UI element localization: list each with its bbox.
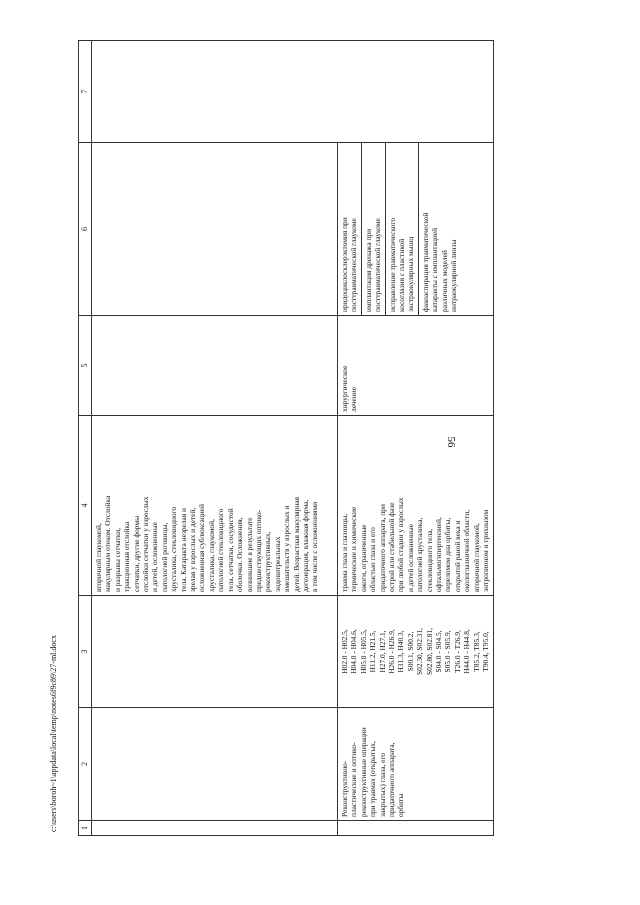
column-number-3: 3: [79, 596, 92, 708]
column-number-1: 1: [79, 821, 92, 836]
cell-number-trauma: [338, 821, 494, 836]
column-number-7: 7: [79, 41, 92, 143]
cell-codes-trauma: [338, 596, 494, 708]
column-number-4: 4: [79, 416, 92, 596]
method-item-1: иридоциклосклерэктомия при посттравматической глаукоме: [338, 143, 362, 315]
cell-name-trauma: [338, 708, 494, 821]
cell-number-empty: [92, 821, 338, 836]
footer-file-path: c:\users\boroh~1\appdata\local\temp\notes6f9c89\27-ml.docx: [49, 635, 58, 832]
procedures-table: [78, 40, 494, 836]
column-number-2: 2: [79, 708, 92, 821]
cell-norm-empty: [92, 41, 494, 143]
patient-model-text: травма глаза и глазницы, термические и химические ожоги, ограниченные областью глаза и его придаточного аппарата, при острой или стабильной фазе при любой стадии у взрослых и детей осложненные патологией хрусталика, стекловидного тела, офтальмогипертензией, переломом дна орбиты, открытой раной века и окологлазничной области, вторичной глаукомой, энтропионом и трихиазом: [340, 497, 491, 592]
cell-name-empty: [92, 708, 338, 821]
procedure-name-text: Реконструктивно- пластические и оптико- реконструктивные операции при травмах (открытых, закрытых) глаза, его придаточного аппарата, орбиты: [340, 727, 406, 817]
column-number-5: 5: [79, 316, 92, 416]
cell-method-empty: [92, 143, 338, 316]
rotated-page-content: [78, 41, 491, 836]
table-row-continuation: [92, 41, 338, 836]
cell-methods-trauma: [338, 143, 494, 316]
cell-model-trauma: [338, 416, 494, 596]
treatment-type-text: хирургическое лечение: [340, 365, 359, 412]
cell-codes-empty: [92, 596, 338, 708]
model-text-continued: вторичной глаукомой, макулярным отеком. Отслойка и разрывы сетчатки, тракционная отслойка сетчатки, другие формы отслойки сетчатки у взрослых и детей, осложненные патологией роговицы, хрусталика, стекловидного тела. Катаракта незрелая и зрелая у взрослых и детей, осложненная сублюксацией хрусталика, глаукомой, патологией стекловидного тела, сетчатки, сосудистой оболочки. Осложнения, возникшие в результате предшествующих оптико- реконструктивных, эндовитреальных вмешательств у взрослых и детей. Возрастная макулярная дегенерация, влажная форма, в том числе с осложнениями: [94, 495, 320, 592]
column-number-6: 6: [79, 143, 92, 316]
cell-treatment-empty: [92, 316, 338, 416]
method-item-2: имплантация дренажа при посттравматической глаукоме: [362, 143, 386, 315]
cell-model-continued: [92, 416, 338, 596]
method-item-4: факоаспирация травматической катаракты с имплантацией различных моделей интраокулярной линзы: [420, 212, 459, 312]
page-number: 56: [445, 436, 457, 448]
cell-treatment-trauma: [338, 316, 494, 416]
table-row-trauma: [338, 41, 494, 836]
method-item-3: исправление травматического косоглазия с пластикой экстраокулярных мышц: [386, 143, 419, 315]
column-number-row: [79, 41, 92, 836]
icd-codes-text: H02.0 - H02.5, H04.0 - H04.6, H05.0 - H05.5, H11.2, H21.5, H27.0, H27.1, H26.0 - H26.9, H31.3, H40.3, S00.1, S00.2, S02.30, S02.31, S02.80, S02.81, S04.0 - S04.5, S05.0 - S05.9, T26.0 - T26.9, H44.0 - H44.8, T85.2, T85.3, T90.4, T95.0,: [340, 627, 491, 676]
